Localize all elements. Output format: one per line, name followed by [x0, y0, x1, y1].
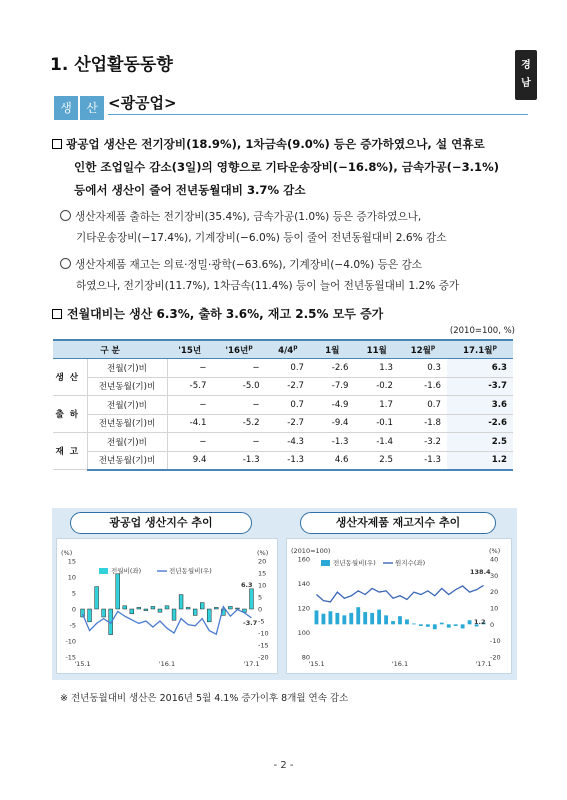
y-right-tick-label: -5 — [258, 617, 265, 626]
bar — [328, 611, 332, 624]
category-badge-char: 생 — [54, 96, 78, 120]
column-header: '16년$^p$ — [212, 340, 265, 359]
table-cell: -1.3 — [212, 451, 265, 470]
column-header: '15년 — [167, 340, 212, 359]
table-cell: 0.7 — [266, 359, 310, 378]
table-cell: -7.9 — [310, 377, 354, 396]
bar — [349, 613, 353, 624]
table-cell: -2.6 — [447, 414, 513, 433]
legend-label: 원지수(좌) — [395, 559, 426, 567]
main-paragraph — [52, 133, 532, 202]
table-cell: 2.5 — [447, 433, 513, 452]
data-label: 6.3 — [241, 581, 253, 589]
column-header: 1월 — [310, 340, 354, 359]
region-tab-char: 남 — [521, 78, 531, 89]
bar — [433, 624, 437, 629]
sub-line: 생산자제품 출하는 전기장비(35.4%), 금속가공(1.0%) 등은 증가하였으나, — [75, 211, 422, 223]
table-cell: -1.8 — [399, 414, 447, 433]
table-cell: 3.6 — [447, 396, 513, 415]
column-header: 17.1월$^p$ — [447, 340, 513, 359]
table-cell: 1.7 — [355, 396, 399, 415]
table-cell: -1.3 — [310, 433, 354, 452]
y-left-tick-label: 140 — [297, 580, 310, 588]
bar — [123, 606, 127, 609]
y-left-tick-label: -5 — [69, 621, 76, 630]
table-cell: -9.4 — [310, 414, 354, 433]
bar — [228, 606, 232, 609]
bar — [200, 603, 204, 609]
inventory-chart-svg — [287, 539, 513, 675]
y-right-tick-label: 15 — [258, 569, 267, 578]
sub-line: 하였으나, 전기장비(11.7%), 1차금속(11.4%) 등이 늘어 전년동월대비 1.2% 증가 — [76, 280, 460, 292]
legend-label: 전년동월비(우) — [169, 567, 212, 575]
bar — [95, 587, 99, 609]
bar — [165, 606, 169, 609]
bar — [384, 615, 388, 624]
footnote: ※ 전년동월대비 생산은 2016년 5월 4.1% 증가이후 8개월 연속 감소 — [60, 693, 349, 704]
y-left-tick-label: 0 — [71, 605, 76, 614]
y-right-tick-label: 30 — [490, 571, 499, 580]
table-cell: -2.7 — [266, 414, 310, 433]
checkbox-bullet-icon — [52, 139, 62, 149]
bar — [158, 609, 162, 612]
y-right-axis-unit: (%) — [489, 547, 501, 555]
row-label: 전년동월(기)비 — [87, 451, 167, 470]
circle-bullet-icon — [60, 258, 71, 269]
table-cell: -1.6 — [399, 377, 447, 396]
table-cell: -3.2 — [399, 433, 447, 452]
y-right-tick-label: 10 — [258, 581, 267, 590]
legend-label: 전년동월비(우) — [333, 559, 376, 567]
y-right-tick-label: -20 — [258, 653, 269, 662]
region-tab-char: 경 — [521, 60, 531, 71]
table-row — [53, 377, 513, 396]
bar — [461, 624, 465, 628]
data-label: 138.4 — [470, 568, 491, 576]
sub-paragraph-shipment — [60, 207, 520, 249]
y-right-tick-label: -10 — [258, 629, 269, 638]
row-label: 전년동월(기)비 — [87, 414, 167, 433]
table-header-row — [53, 340, 513, 359]
bar — [193, 609, 197, 615]
column-header: 11월 — [355, 340, 399, 359]
y-right-axis-unit: (%) — [257, 549, 269, 557]
table-cell: − — [212, 433, 265, 452]
bar — [130, 609, 134, 614]
y-right-tick-label: -15 — [258, 641, 269, 650]
table-cell: -2.7 — [266, 377, 310, 396]
table-cell: -5.2 — [212, 414, 265, 433]
bar — [137, 607, 141, 609]
category-title: <광공업> — [108, 92, 528, 115]
table-cell: 0.7 — [399, 396, 447, 415]
legend-swatch — [321, 560, 330, 566]
monthly-heading — [52, 305, 383, 322]
table-header-label: 구 분 — [53, 340, 167, 359]
table-cell: -1.3 — [266, 451, 310, 470]
table-cell: -4.1 — [167, 414, 212, 433]
legend-label: 전월비(좌) — [111, 567, 142, 575]
table-cell: -1.4 — [355, 433, 399, 452]
production-chart-svg — [57, 539, 279, 675]
main-line: 등에서 생산이 줄어 전년동월대비 3.7% 감소 — [74, 183, 306, 197]
x-tick-label: '16.1 — [391, 660, 409, 668]
bar — [179, 595, 183, 609]
bar — [468, 620, 472, 624]
table-cell: -4.9 — [310, 396, 354, 415]
row-label: 전월(기)비 — [87, 396, 167, 415]
table-cell: -4.3 — [266, 433, 310, 452]
bar — [172, 609, 176, 620]
bar — [144, 609, 148, 611]
column-header: 4/4$^p$ — [266, 340, 310, 359]
page-number: - 2 - — [273, 760, 294, 771]
y-right-tick-label: 0 — [490, 620, 495, 629]
table-cell: -0.1 — [355, 414, 399, 433]
bar — [315, 610, 319, 624]
bar — [102, 609, 106, 617]
chart-title-production: 광공업 생산지수 추이 — [70, 512, 252, 534]
main-line: 광공업 생산은 전기장비(18.9%), 1차금속(9.0%) 등은 증가하였으나, 설 연휴로 — [66, 137, 485, 151]
section-title: 1. 산업활동동향 — [50, 55, 173, 75]
table-cell: − — [212, 359, 265, 378]
chart-panel — [52, 508, 517, 680]
table-cell: -5.7 — [167, 377, 212, 396]
y-left-tick-label: 80 — [301, 653, 310, 662]
bar — [419, 624, 423, 626]
y-right-tick-label: 20 — [258, 557, 267, 566]
y-left-tick-label: 5 — [71, 589, 76, 598]
x-tick-label: '15.1 — [308, 660, 325, 668]
y-right-tick-label: 20 — [490, 588, 499, 597]
y-right-tick-label: 5 — [258, 593, 263, 602]
bar — [440, 623, 444, 625]
legend-swatch — [99, 568, 108, 574]
data-label: -3.7 — [243, 619, 258, 627]
bar — [88, 609, 92, 622]
bar — [335, 613, 339, 624]
bar — [377, 610, 381, 625]
table-row — [53, 359, 513, 378]
table-cell: -5.0 — [212, 377, 265, 396]
y-left-axis-unit: (%) — [61, 549, 73, 557]
y-right-tick-label: 10 — [490, 604, 499, 613]
table-cell: -2.6 — [310, 359, 354, 378]
table-row — [53, 414, 513, 433]
bar — [250, 589, 254, 609]
x-tick-label: '15.1 — [74, 660, 91, 668]
bar — [322, 614, 326, 625]
series-line — [316, 585, 483, 601]
bar — [391, 621, 395, 624]
y-right-tick-label: 0 — [258, 605, 263, 614]
table-cell: 9.4 — [167, 451, 212, 470]
bar — [426, 624, 430, 626]
production-chart — [56, 538, 278, 674]
table-row — [53, 433, 513, 452]
table-cell: − — [167, 396, 212, 415]
sub-line: 기타운송장비(−17.4%), 기계장비(−6.0%) 등이 줄어 전년동월대비 2.6% 감소 — [76, 232, 447, 244]
bar — [412, 624, 416, 625]
bar — [398, 616, 402, 624]
row-label: 전월(기)비 — [87, 433, 167, 452]
bar — [454, 624, 458, 626]
stats-table — [53, 339, 513, 471]
y-left-tick-label: 15 — [67, 557, 76, 566]
x-tick-label: '17.1 — [475, 660, 492, 668]
bar — [363, 612, 367, 624]
column-header: 12월$^p$ — [399, 340, 447, 359]
table-cell: 4.6 — [310, 451, 354, 470]
unit-note: (2010=100, %) — [449, 326, 515, 336]
bar — [356, 607, 360, 624]
category-badge — [54, 96, 104, 120]
table-cell: -1.3 — [399, 451, 447, 470]
row-group-label: 생산 — [53, 359, 87, 396]
bar — [151, 606, 155, 609]
x-tick-label: '16.1 — [158, 660, 176, 668]
bar — [370, 613, 374, 624]
table-row — [53, 396, 513, 415]
table-cell: 1.2 — [447, 451, 513, 470]
sub-paragraph-inventory — [60, 255, 520, 297]
bar — [207, 609, 211, 622]
y-left-tick-label: 100 — [297, 629, 310, 637]
circle-bullet-icon — [60, 210, 71, 221]
bar — [214, 607, 218, 609]
sub-line: 생산자제품 재고는 의료·정밀·광학(−63.6%), 기계장비(−4.0%) 등은 감소 — [75, 259, 422, 271]
monthly-heading-text: 전월대비는 생산 6.3%, 출하 3.6%, 재고 2.5% 모두 증가 — [67, 307, 384, 321]
table-cell: − — [212, 396, 265, 415]
y-left-tick-label: -10 — [65, 637, 76, 646]
y-left-tick-label: 160 — [297, 555, 310, 564]
row-label: 전년동월(기)비 — [87, 377, 167, 396]
table-row — [53, 451, 513, 470]
y-right-tick-label: -10 — [490, 637, 501, 646]
inventory-chart — [286, 538, 512, 674]
bar — [342, 615, 346, 624]
table-cell: 1.3 — [355, 359, 399, 378]
y-right-tick-label: -20 — [490, 653, 501, 662]
y-left-tick-label: -15 — [65, 653, 76, 662]
main-line: 인한 조업일수 감소(3일)의 영향으로 기타운송장비(−16.8%), 금속가공(−3.1%) — [74, 160, 500, 174]
y-left-axis-unit: (2010=100) — [291, 547, 331, 555]
table-cell: − — [167, 433, 212, 452]
checkbox-bullet-icon — [52, 309, 62, 319]
y-left-tick-label: 120 — [297, 604, 310, 613]
data-label: 1.2 — [474, 618, 486, 626]
series-line — [83, 607, 252, 635]
y-right-tick-label: 40 — [490, 555, 499, 564]
table-cell: 6.3 — [447, 359, 513, 378]
bar — [186, 607, 190, 609]
table-cell: − — [167, 359, 212, 378]
table-cell: 2.5 — [355, 451, 399, 470]
row-group-label: 재고 — [53, 433, 87, 470]
bar — [405, 619, 409, 624]
row-label: 전월(기)비 — [87, 359, 167, 378]
x-tick-label: '17.1 — [243, 660, 260, 668]
y-left-tick-label: 10 — [67, 573, 76, 582]
bar — [447, 624, 451, 627]
category-badge-char: 산 — [80, 96, 104, 120]
table-cell: 0.3 — [399, 359, 447, 378]
table-cell: -3.7 — [447, 377, 513, 396]
bar — [116, 574, 120, 609]
chart-title-inventory: 생산자제품 재고지수 추이 — [300, 512, 496, 534]
table-cell: 0.7 — [266, 396, 310, 415]
table-cell: -0.2 — [355, 377, 399, 396]
row-group-label: 출하 — [53, 396, 87, 433]
